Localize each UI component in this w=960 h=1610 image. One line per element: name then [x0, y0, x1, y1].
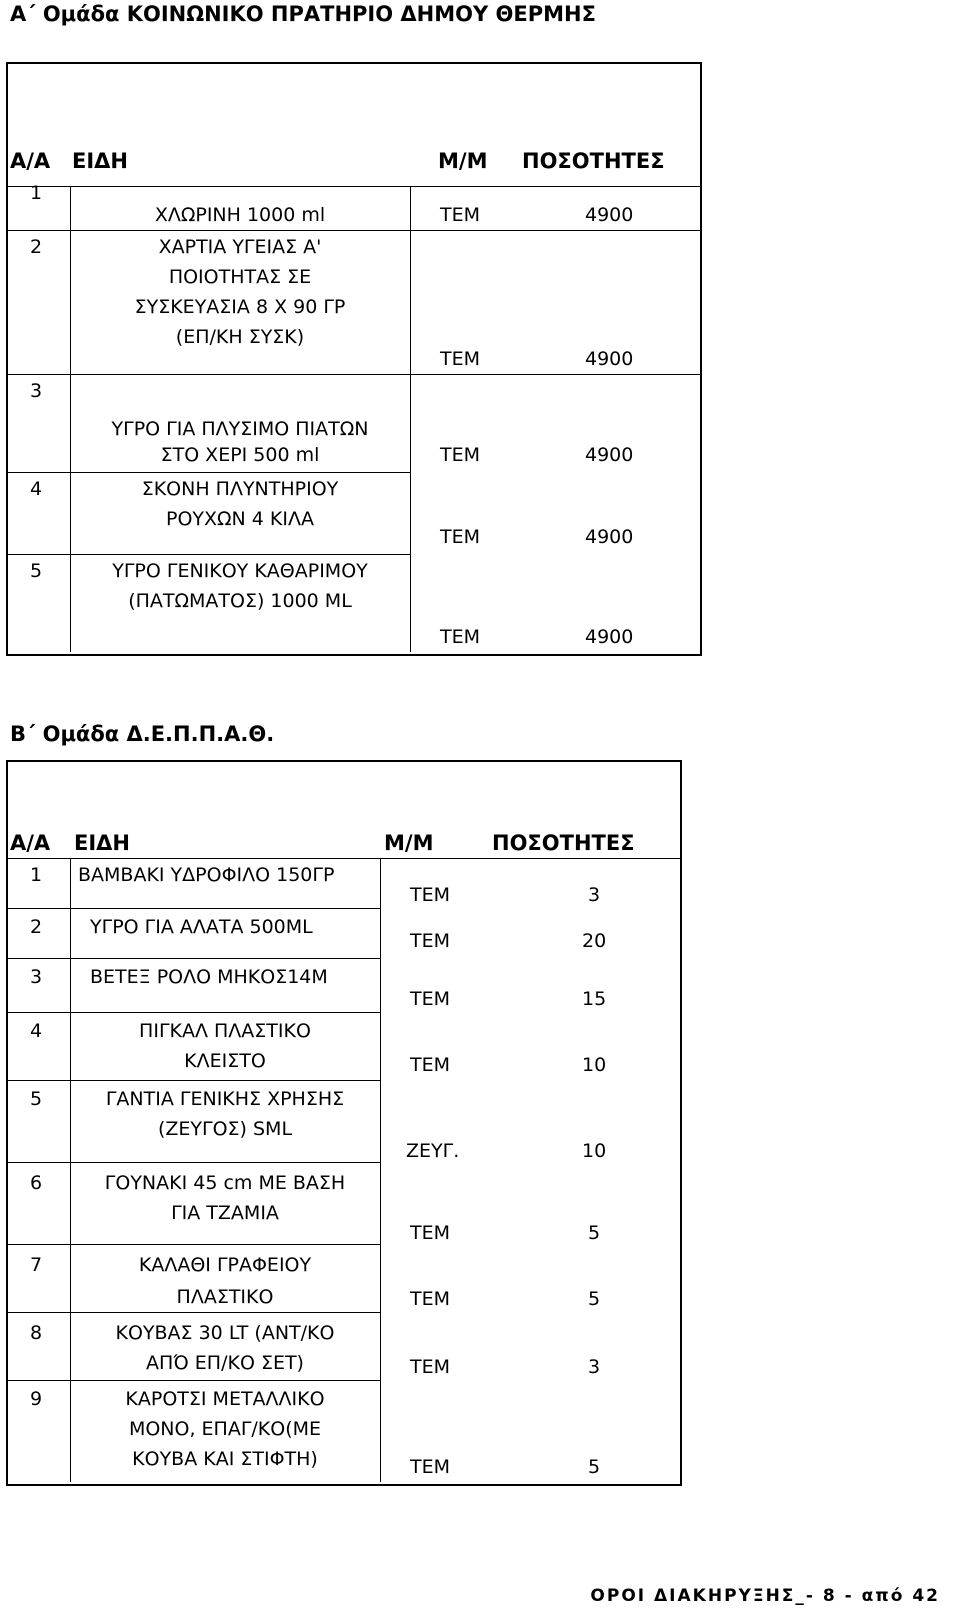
unit: ΤΕΜ — [410, 1222, 451, 1244]
quantity: 4900 — [585, 204, 634, 226]
item-description: ΣΥΣΚΕΥΑΣΙΑ 8 Χ 90 ΓΡ — [134, 296, 346, 318]
quantity: 3 — [588, 1356, 601, 1378]
row-number: 7 — [30, 1254, 43, 1276]
col-header-qty: ΠΟΣΟΤΗΤΕΣ — [492, 831, 635, 855]
quantity: 5 — [588, 1222, 601, 1244]
unit: ΤΕΜ — [440, 348, 481, 370]
row-number: 1 — [30, 182, 43, 204]
quantity: 10 — [582, 1140, 607, 1162]
quantity: 4900 — [585, 526, 634, 548]
unit: ΤΕΜ — [410, 1054, 451, 1076]
item-description: ΠΛΑΣΤΙΚΟ — [176, 1286, 274, 1308]
section-a-heading: Α΄ Ομάδα ΚΟΙΝΩΝΙΚΟ ΠΡΑΤΗΡΙΟ ΔΗΜΟΥ ΘΕΡΜΗΣ — [10, 2, 596, 26]
item-description: ΠΙΓΚΑΛ ΠΛΑΣΤΙΚΟ — [139, 1020, 311, 1042]
unit: ΤΕΜ — [410, 1456, 451, 1478]
unit: ΖΕΥΓ. — [406, 1140, 460, 1162]
row-number: 2 — [30, 916, 43, 938]
unit: ΤΕΜ — [410, 988, 451, 1010]
item-description: ΓΑΝΤΙΑ ΓΕΝΙΚΗΣ ΧΡΗΣΗΣ — [105, 1088, 345, 1110]
item-description: ΠΟΙΟΤΗΤΑΣ ΣΕ — [168, 266, 312, 288]
row-number: 9 — [30, 1388, 43, 1410]
item-description: ΚΛΕΙΣΤΟ — [184, 1050, 266, 1072]
quantity: 15 — [582, 988, 607, 1010]
item-description: ΥΓΡΟ ΓΕΝΙΚΟΥ ΚΑΘΑΡΙΜΟΥ — [112, 560, 368, 582]
unit: ΤΕΜ — [410, 1356, 451, 1378]
row-number: 1 — [30, 864, 43, 886]
item-description: ΚΑΡΟΤΣΙ ΜΕΤΑΛΛΙΚΟ — [125, 1388, 325, 1410]
item-description: ΣΚΟΝΗ ΠΛΥΝΤΗΡΙΟΥ — [141, 478, 339, 500]
item-description: ΚΟΥΒΑΣ 30 LT (ΑΝΤ/ΚΟ — [115, 1322, 335, 1344]
section-b-heading: Β΄ Ομάδα Δ.Ε.Π.Π.Α.Θ. — [10, 722, 275, 746]
unit: ΤΕΜ — [440, 204, 481, 226]
page-footer: ΟΡΟΙ ΔΙΑΚΗΡΥΞΗΣ_- 8 - από 42 — [590, 1586, 940, 1606]
unit: ΤΕΜ — [440, 626, 481, 648]
row-number: 6 — [30, 1172, 43, 1194]
item-description: ΧΛΩΡΙΝΗ 1000 ml — [154, 204, 326, 226]
quantity: 4900 — [585, 444, 634, 466]
quantity: 5 — [588, 1456, 601, 1478]
quantity: 20 — [582, 930, 607, 952]
row-number: 8 — [30, 1322, 43, 1344]
quantity: 5 — [588, 1288, 601, 1310]
col-header-aa: Α/Α — [10, 831, 51, 855]
item-description: ΑΠΌ ΕΠ/ΚΟ ΣΕΤ) — [146, 1352, 304, 1374]
col-header-unit: Μ/Μ — [438, 149, 488, 173]
item-description: ΚΑΛΑΘΙ ΓΡΑΦΕΙΟΥ — [138, 1254, 312, 1276]
col-header-unit: Μ/Μ — [384, 831, 434, 855]
item-description: (ΕΠ/ΚΗ ΣΥΣΚ) — [175, 326, 305, 348]
item-description: ΣΤΟ ΧΕΡΙ 500 ml — [160, 444, 320, 466]
item-description: (ΖΕΥΓΟΣ) SML — [157, 1118, 293, 1140]
unit: ΤΕΜ — [410, 884, 451, 906]
row-number: 5 — [30, 1088, 43, 1110]
item-description: ΥΓΡΟ ΓΙΑ ΠΛΥΣΙΜΟ ΠΙΑΤΩΝ — [111, 418, 369, 440]
row-number: 5 — [30, 560, 43, 582]
item-description: ΒΕΤΕΞ ΡΟΛΟ ΜΗΚΟΣ14Μ — [90, 966, 328, 988]
item-description: ΜΟΝΟ, ΕΠΑΓ/ΚΟ(ΜΕ — [128, 1418, 322, 1440]
item-description: ΡΟΥΧΩΝ 4 ΚΙΛΑ — [166, 508, 314, 530]
quantity: 4900 — [585, 348, 634, 370]
quantity: 10 — [582, 1054, 607, 1076]
item-description: (ΠΑΤΩΜΑΤΟΣ) 1000 ML — [128, 590, 352, 612]
unit: ΤΕΜ — [440, 526, 481, 548]
row-number: 3 — [30, 966, 43, 988]
quantity: 4900 — [585, 626, 634, 648]
row-number: 3 — [30, 380, 43, 402]
item-description: ΚΟΥΒΑ ΚΑΙ ΣΤΙΦΤΗ) — [132, 1448, 318, 1470]
unit: ΤΕΜ — [410, 1288, 451, 1310]
row-number: 4 — [30, 478, 43, 500]
item-description: ΓΙΑ ΤΖΑΜΙΑ — [171, 1202, 279, 1224]
item-description: ΧΑΡΤΙΑ ΥΓΕΙΑΣ Α' — [158, 236, 322, 258]
col-header-items: ΕΙΔΗ — [72, 149, 128, 173]
col-header-items: ΕΙΔΗ — [74, 831, 130, 855]
quantity: 3 — [588, 884, 601, 906]
row-number: 2 — [30, 236, 43, 258]
item-description: ΒΑΜΒΑΚΙ ΥΔΡΟΦΙΛΟ 150ΓΡ — [78, 864, 335, 886]
col-header-aa: Α/Α — [10, 149, 51, 173]
item-description: ΥΓΡΟ ΓΙΑ ΑΛΑΤΑ 500ML — [90, 916, 313, 938]
unit: ΤΕΜ — [410, 930, 451, 952]
unit: ΤΕΜ — [440, 444, 481, 466]
col-header-qty: ΠΟΣΟΤΗΤΕΣ — [522, 149, 665, 173]
row-number: 4 — [30, 1020, 43, 1042]
item-description: ΓΟΥΝΑΚΙ 45 cm ΜΕ ΒΑΣΗ — [104, 1172, 346, 1194]
